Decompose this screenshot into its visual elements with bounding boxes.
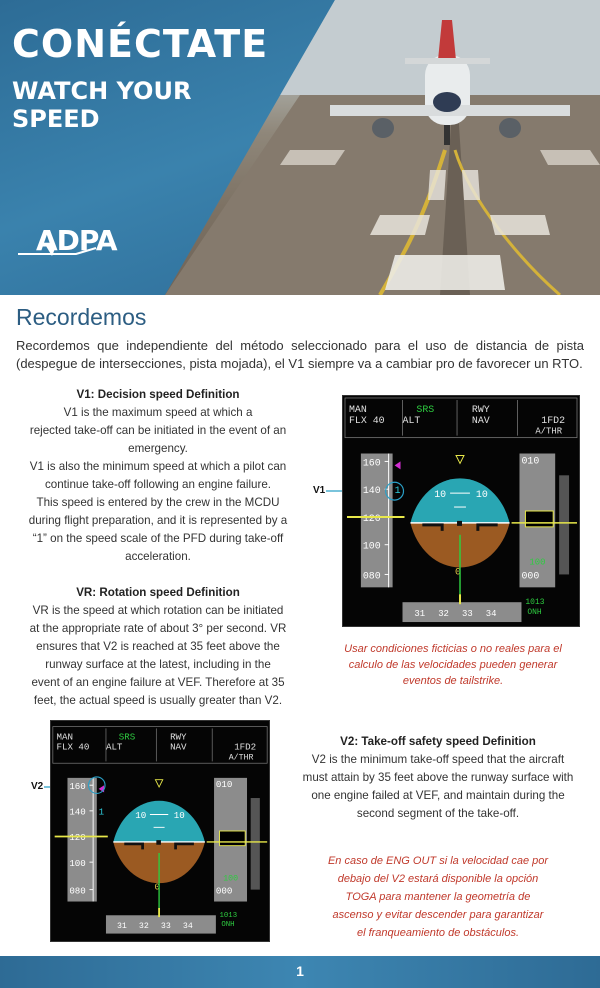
v2-line: must attain by 35 feet above the runway surface with xyxy=(302,771,574,784)
note-line: debajo del V2 estará disponible la opción xyxy=(337,873,539,885)
pitch-label: 10 xyxy=(173,810,185,822)
fma-man: MAN xyxy=(348,403,367,415)
fma-fd: 1FD2 xyxy=(234,741,257,753)
fma-man: MAN xyxy=(56,731,73,743)
header-title: CONÉCTATE xyxy=(12,22,269,66)
vs-scale xyxy=(559,475,569,574)
note-line: calculo de las velocidades pueden generar xyxy=(348,659,558,671)
alt-tick-label: 000 xyxy=(215,885,233,897)
v1-line: continue take-off following an engine failure. xyxy=(44,478,272,491)
target-speed-marker xyxy=(395,461,401,469)
v1-line: “1” on the speed scale of the PFD during take-off xyxy=(32,532,284,545)
v1-line: acceleration. xyxy=(125,550,191,563)
baro-unit: ONH xyxy=(527,608,542,618)
baro-value: 1013 xyxy=(525,598,545,608)
heading-label: 34 xyxy=(182,922,193,932)
pitch-label: 10 xyxy=(475,489,488,501)
altitude-window xyxy=(220,831,246,846)
v2-definition xyxy=(288,733,588,823)
v1-heading: V1: Decision speed Definition xyxy=(76,388,240,401)
v1-line: V1 is also the minimum speed at which a pilot can xyxy=(29,460,287,473)
pfd-svg xyxy=(51,721,269,941)
vr-line: feet, the actual speed is usually greater than V2. xyxy=(33,694,283,707)
baro-unit: ONH xyxy=(221,921,235,930)
logo-text: ADPA xyxy=(36,224,117,257)
section-title: Recordemos xyxy=(16,304,147,330)
aircraft-symbol-center xyxy=(156,840,161,845)
footer-bar xyxy=(0,956,600,988)
speed-tick-label: 120 xyxy=(69,832,86,844)
speed-tick-label: 160 xyxy=(362,457,381,469)
v1-speed-marker: 1 xyxy=(98,806,105,818)
vr-line: ensures that V2 is reached at 35 feet above the xyxy=(36,640,280,653)
v1-definition xyxy=(14,386,302,566)
v2-line: second segment of the take-off. xyxy=(356,807,520,820)
zero-label: 0 xyxy=(154,881,161,893)
eng-out-note xyxy=(300,852,576,942)
pfd-display-v1 xyxy=(342,395,580,627)
heading-label: 31 xyxy=(414,609,426,620)
note-line: TOGA para mantener la geometría de xyxy=(345,891,531,903)
vr-definition xyxy=(14,584,302,710)
fma-rwy: RWY xyxy=(471,403,490,415)
roll-index xyxy=(456,455,464,463)
note-line: ascenso y evitar descender para garantizar xyxy=(332,909,544,921)
heading-label: 31 xyxy=(116,922,127,932)
tailstrike-note xyxy=(318,641,588,689)
v1-line: rejected take-off can be initiated in the event of an xyxy=(29,424,287,437)
vr-line: at the appropriate rate of about 3° per second. VR xyxy=(29,622,287,635)
page-number: 1 xyxy=(296,963,304,979)
fma-alt: ALT xyxy=(402,414,421,426)
sky-area xyxy=(113,801,205,842)
alt-tick-label: 010 xyxy=(215,779,233,791)
heading-label: 32 xyxy=(138,922,149,932)
v1-line: V1 is the maximum speed at which a xyxy=(63,406,253,419)
v1-callout-label: V1 xyxy=(313,485,326,496)
vr-line: event of an engine failure at VEF. Therefore at 35 xyxy=(31,676,285,689)
fma-nav: NAV xyxy=(170,741,187,753)
speed-tick-label: 140 xyxy=(69,806,86,818)
note-line: En caso de ENG OUT si la velocidad cae por xyxy=(327,855,549,867)
note-line: eventos de tailstrike. xyxy=(402,675,504,687)
alt-value: 100 xyxy=(529,557,546,568)
v1-line: emergency. xyxy=(128,442,188,455)
alt-tick-label: 000 xyxy=(521,570,540,582)
roll-index xyxy=(155,780,162,787)
fma-alt: ALT xyxy=(105,741,123,753)
sky-area xyxy=(410,478,509,523)
vs-scale xyxy=(251,798,260,890)
speed-tick-label: 160 xyxy=(69,780,86,792)
speed-tick-label: 140 xyxy=(362,485,381,497)
heading-label: 34 xyxy=(485,609,497,620)
v2-line: one engine failed at VEF, and maintain during the xyxy=(311,789,565,802)
speed-tick-label: 100 xyxy=(69,857,86,869)
vr-line: runway surface at the latest, including in the xyxy=(45,658,271,671)
zero-label: 0 xyxy=(455,566,462,578)
fma-srs: SRS xyxy=(416,403,435,415)
adpa-logo xyxy=(16,224,126,264)
heading-label: 32 xyxy=(438,609,449,620)
fma-flx: FLX 40 xyxy=(56,741,90,753)
fma-athr: A/THR xyxy=(228,753,254,763)
intro-paragraph: Recordemos que independiente del método seleccionado para el uso de distancia de pista (despegue de intersecciones, pista mojada), el V1 siempre va a cambiar pro de favorecer un RTO. xyxy=(16,338,584,371)
header-banner xyxy=(0,0,600,295)
vr-line: VR is the speed at which rotation can be initiated xyxy=(32,604,284,617)
v2-line: V2 is the minimum take-off speed that the aircraft xyxy=(311,753,565,766)
speed-tick-label: 120 xyxy=(362,512,381,524)
speed-tick-label: 080 xyxy=(69,885,86,897)
vr-heading: VR: Rotation speed Definition xyxy=(76,586,240,599)
altitude-window xyxy=(525,511,553,527)
aircraft-symbol-center xyxy=(457,521,462,526)
speed-tick-label: 100 xyxy=(362,540,381,552)
note-line: Usar condiciones ficticias o no reales para el xyxy=(344,643,562,655)
pfd-display-v2 xyxy=(50,720,270,942)
heading-label: 33 xyxy=(461,609,473,620)
alt-tick-label: 010 xyxy=(521,455,540,467)
v2-heading: V2: Take-off safety speed Definition xyxy=(340,735,536,748)
baro-value: 1013 xyxy=(219,912,238,921)
fma-fd: 1FD2 xyxy=(541,414,566,426)
alt-value: 100 xyxy=(223,874,239,884)
heading-label: 33 xyxy=(160,922,171,932)
v2-callout-label: V2 xyxy=(31,781,44,792)
v1-line: This speed is entered by the crew in the MCDU xyxy=(36,496,280,509)
fma-rwy: RWY xyxy=(170,731,187,743)
v1-line: during flight preparation, and it is represented by a xyxy=(28,514,288,527)
fma-nav: NAV xyxy=(471,414,490,426)
fma-athr: A/THR xyxy=(535,426,563,437)
header-subtitle: WATCH YOUR SPEED xyxy=(12,77,192,133)
speed-tick-label: 080 xyxy=(362,570,381,582)
pitch-label: 10 xyxy=(135,810,147,822)
pfd-svg xyxy=(343,396,579,626)
fma-flx: FLX 40 xyxy=(348,414,385,426)
pitch-label: 10 xyxy=(434,489,447,501)
fma-srs: SRS xyxy=(118,731,136,743)
v1-speed-marker: 1 xyxy=(394,485,401,497)
note-line: el franqueamiento de obstáculos. xyxy=(356,927,520,939)
